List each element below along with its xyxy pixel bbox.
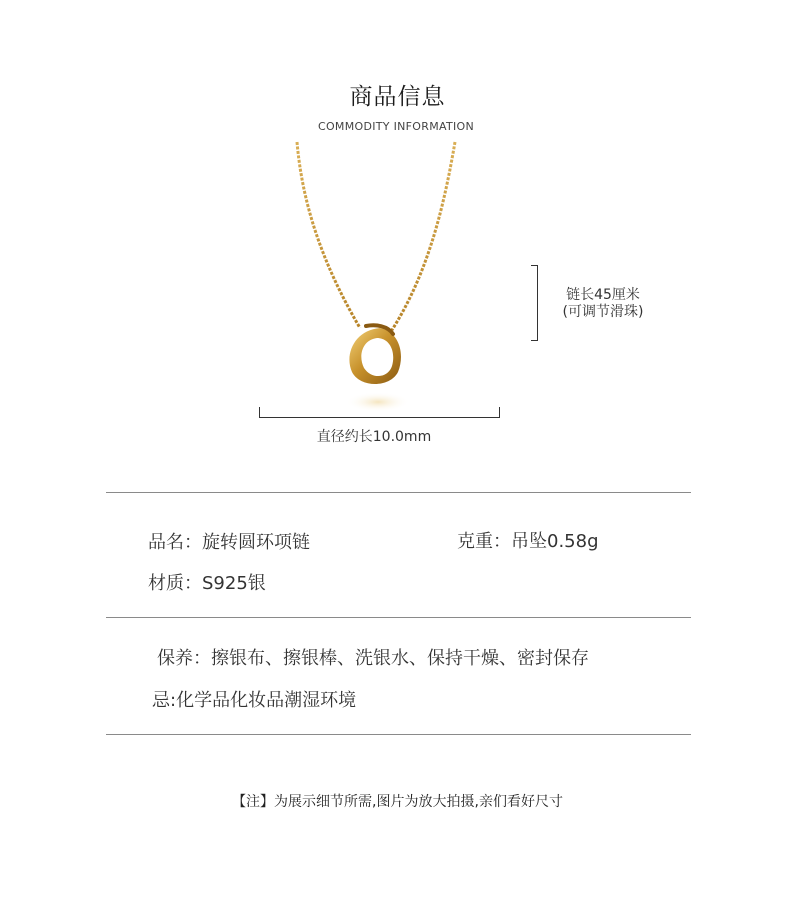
care-instructions: 保养：擦银布、擦银棒、洗银水、保持干燥、密封保存 <box>157 648 589 669</box>
necklace-product-image <box>280 140 480 420</box>
page-title: 商品信息 <box>349 84 446 110</box>
chain-length-label <box>548 287 658 321</box>
diameter-bracket <box>259 407 500 418</box>
chain-length-bracket <box>531 265 538 341</box>
divider-top <box>106 492 691 493</box>
footer-note: 【注】为展示细节所需,图片为放大拍摄,亲们看好尺寸 <box>232 794 563 810</box>
chain-length-value: 链长45厘米 <box>566 287 640 303</box>
product-weight: 克重：吊坠0.58g <box>457 531 599 552</box>
divider-middle <box>106 617 691 618</box>
product-material: 材质：S925银 <box>148 573 266 594</box>
page-subtitle: COMMODITY INFORMATION <box>317 120 475 133</box>
divider-bottom <box>106 734 691 735</box>
chain-length-note: (可调节滑珠) <box>562 304 644 320</box>
product-name: 品名：旋转圆环项链 <box>148 532 310 553</box>
avoid-instructions: 忌:化学品化妆品潮湿环境 <box>152 690 357 711</box>
diameter-label: 直径约长10.0mm <box>316 429 432 445</box>
